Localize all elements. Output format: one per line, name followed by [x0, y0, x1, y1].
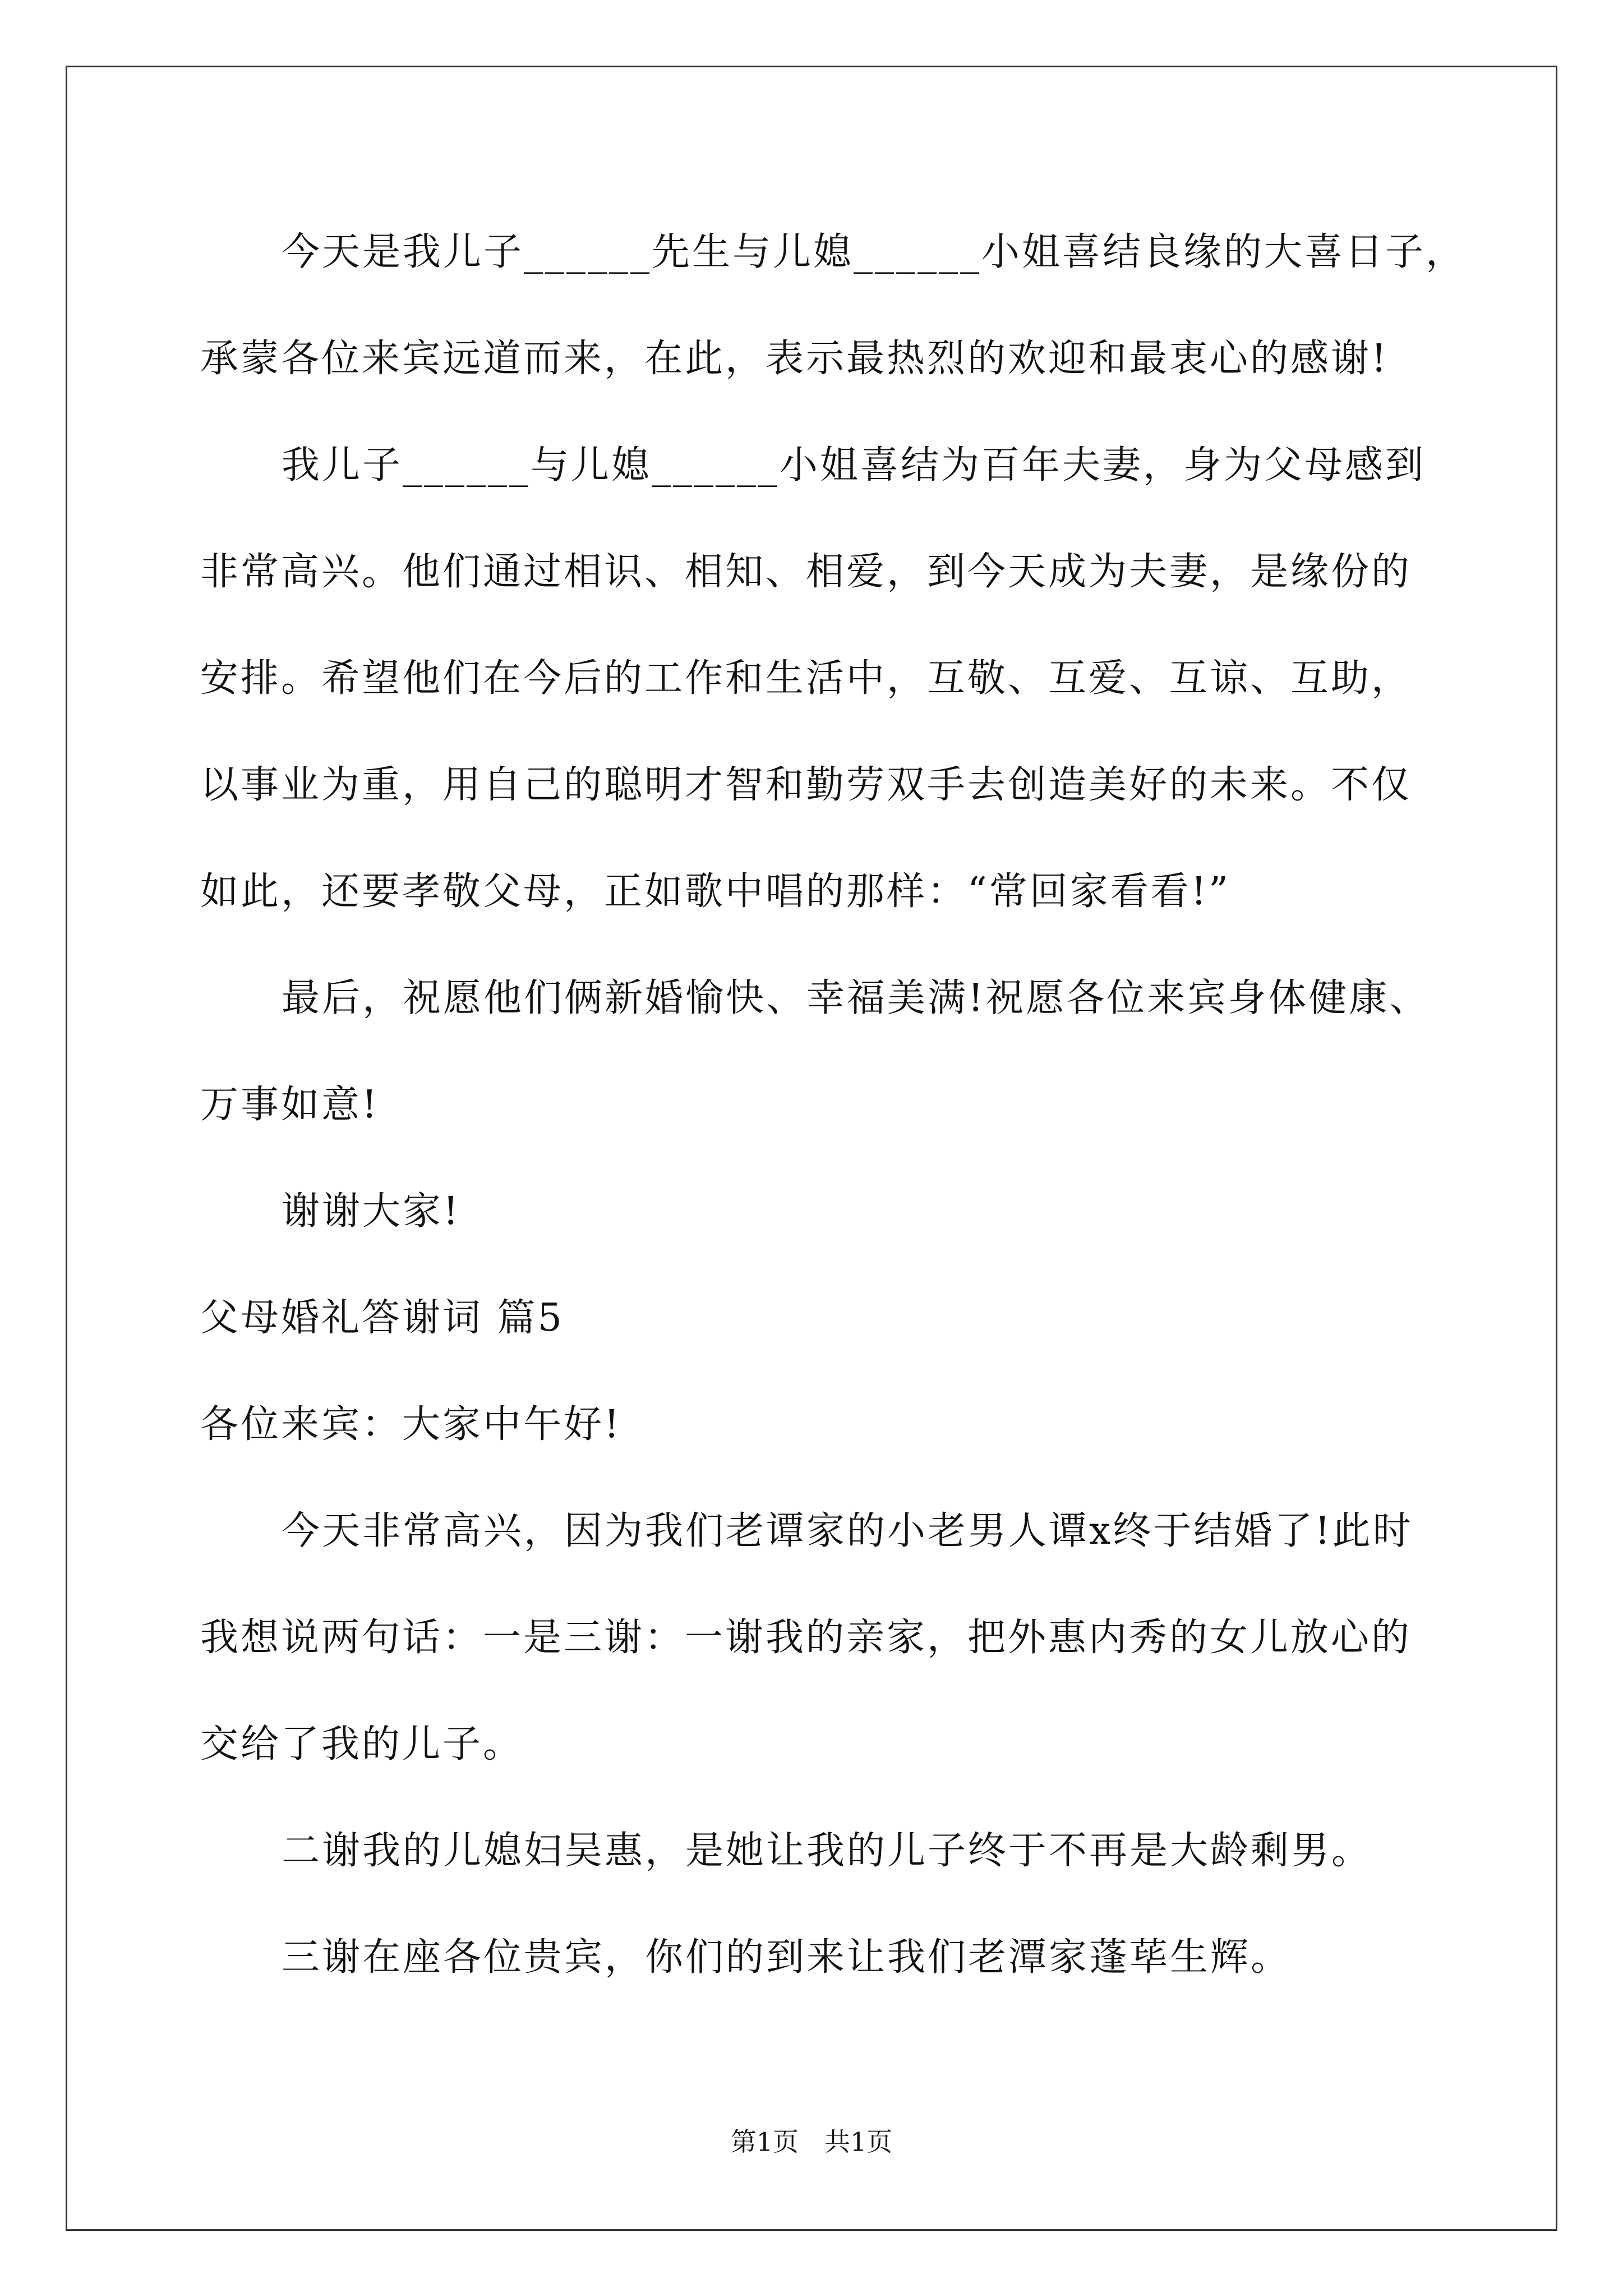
page-border: [66, 66, 1557, 2231]
body-line: 交给了我的儿子。: [200, 1722, 524, 1766]
body-line: 今天是我儿子______先生与儿媳______小姐喜结良缘的大喜日子，: [282, 230, 1467, 274]
body-line: 以事业为重，用自己的聪明才智和勤劳双手去创造美好的未来。不仅: [200, 763, 1412, 807]
body-line: 我儿子______与儿媳______小姐喜结为百年夫妻，身为父母感到: [282, 443, 1426, 487]
section-heading: 父母婚礼答谢词 篇5: [200, 1296, 564, 1340]
body-line: 最后，祝愿他们俩新婚愉快、幸福美满!祝愿各位来宾身体健康、: [282, 976, 1430, 1020]
salutation-line: 各位来宾：大家中午好!: [200, 1402, 622, 1447]
body-line: 如此，还要孝敬父母，正如歌中唱的那样：“常回家看看!”: [200, 869, 1230, 914]
body-line: 今天非常高兴，因为我们老谭家的小老男人谭x终于结婚了!此时: [282, 1509, 1413, 1553]
body-line: 二谢我的儿媳妇吴惠，是她让我的儿子终于不再是大龄剩男。: [282, 1829, 1372, 1873]
body-line: 安排。希望他们在今后的工作和生活中，互敬、互爱、互谅、互助，: [200, 656, 1412, 701]
body-line: 万事如意!: [200, 1083, 380, 1127]
body-line: 非常高兴。他们通过相识、相知、相爱，到今天成为夫妻，是缘份的: [200, 550, 1412, 594]
body-line: 谢谢大家!: [282, 1189, 461, 1234]
body-line: 我想说两句话：一是三谢：一谢我的亲家，把外惠内秀的女儿放心的: [200, 1616, 1412, 1660]
body-line: 三谢在座各位贵宾，你们的到来让我们老潭家蓬荜生辉。: [282, 1935, 1292, 1980]
body-line: 承蒙各位来宾远道而来，在此，表示最热烈的欢迎和最衷心的感谢!: [200, 337, 1389, 381]
page-number-footer: 第1页 共1页: [730, 2127, 893, 2157]
